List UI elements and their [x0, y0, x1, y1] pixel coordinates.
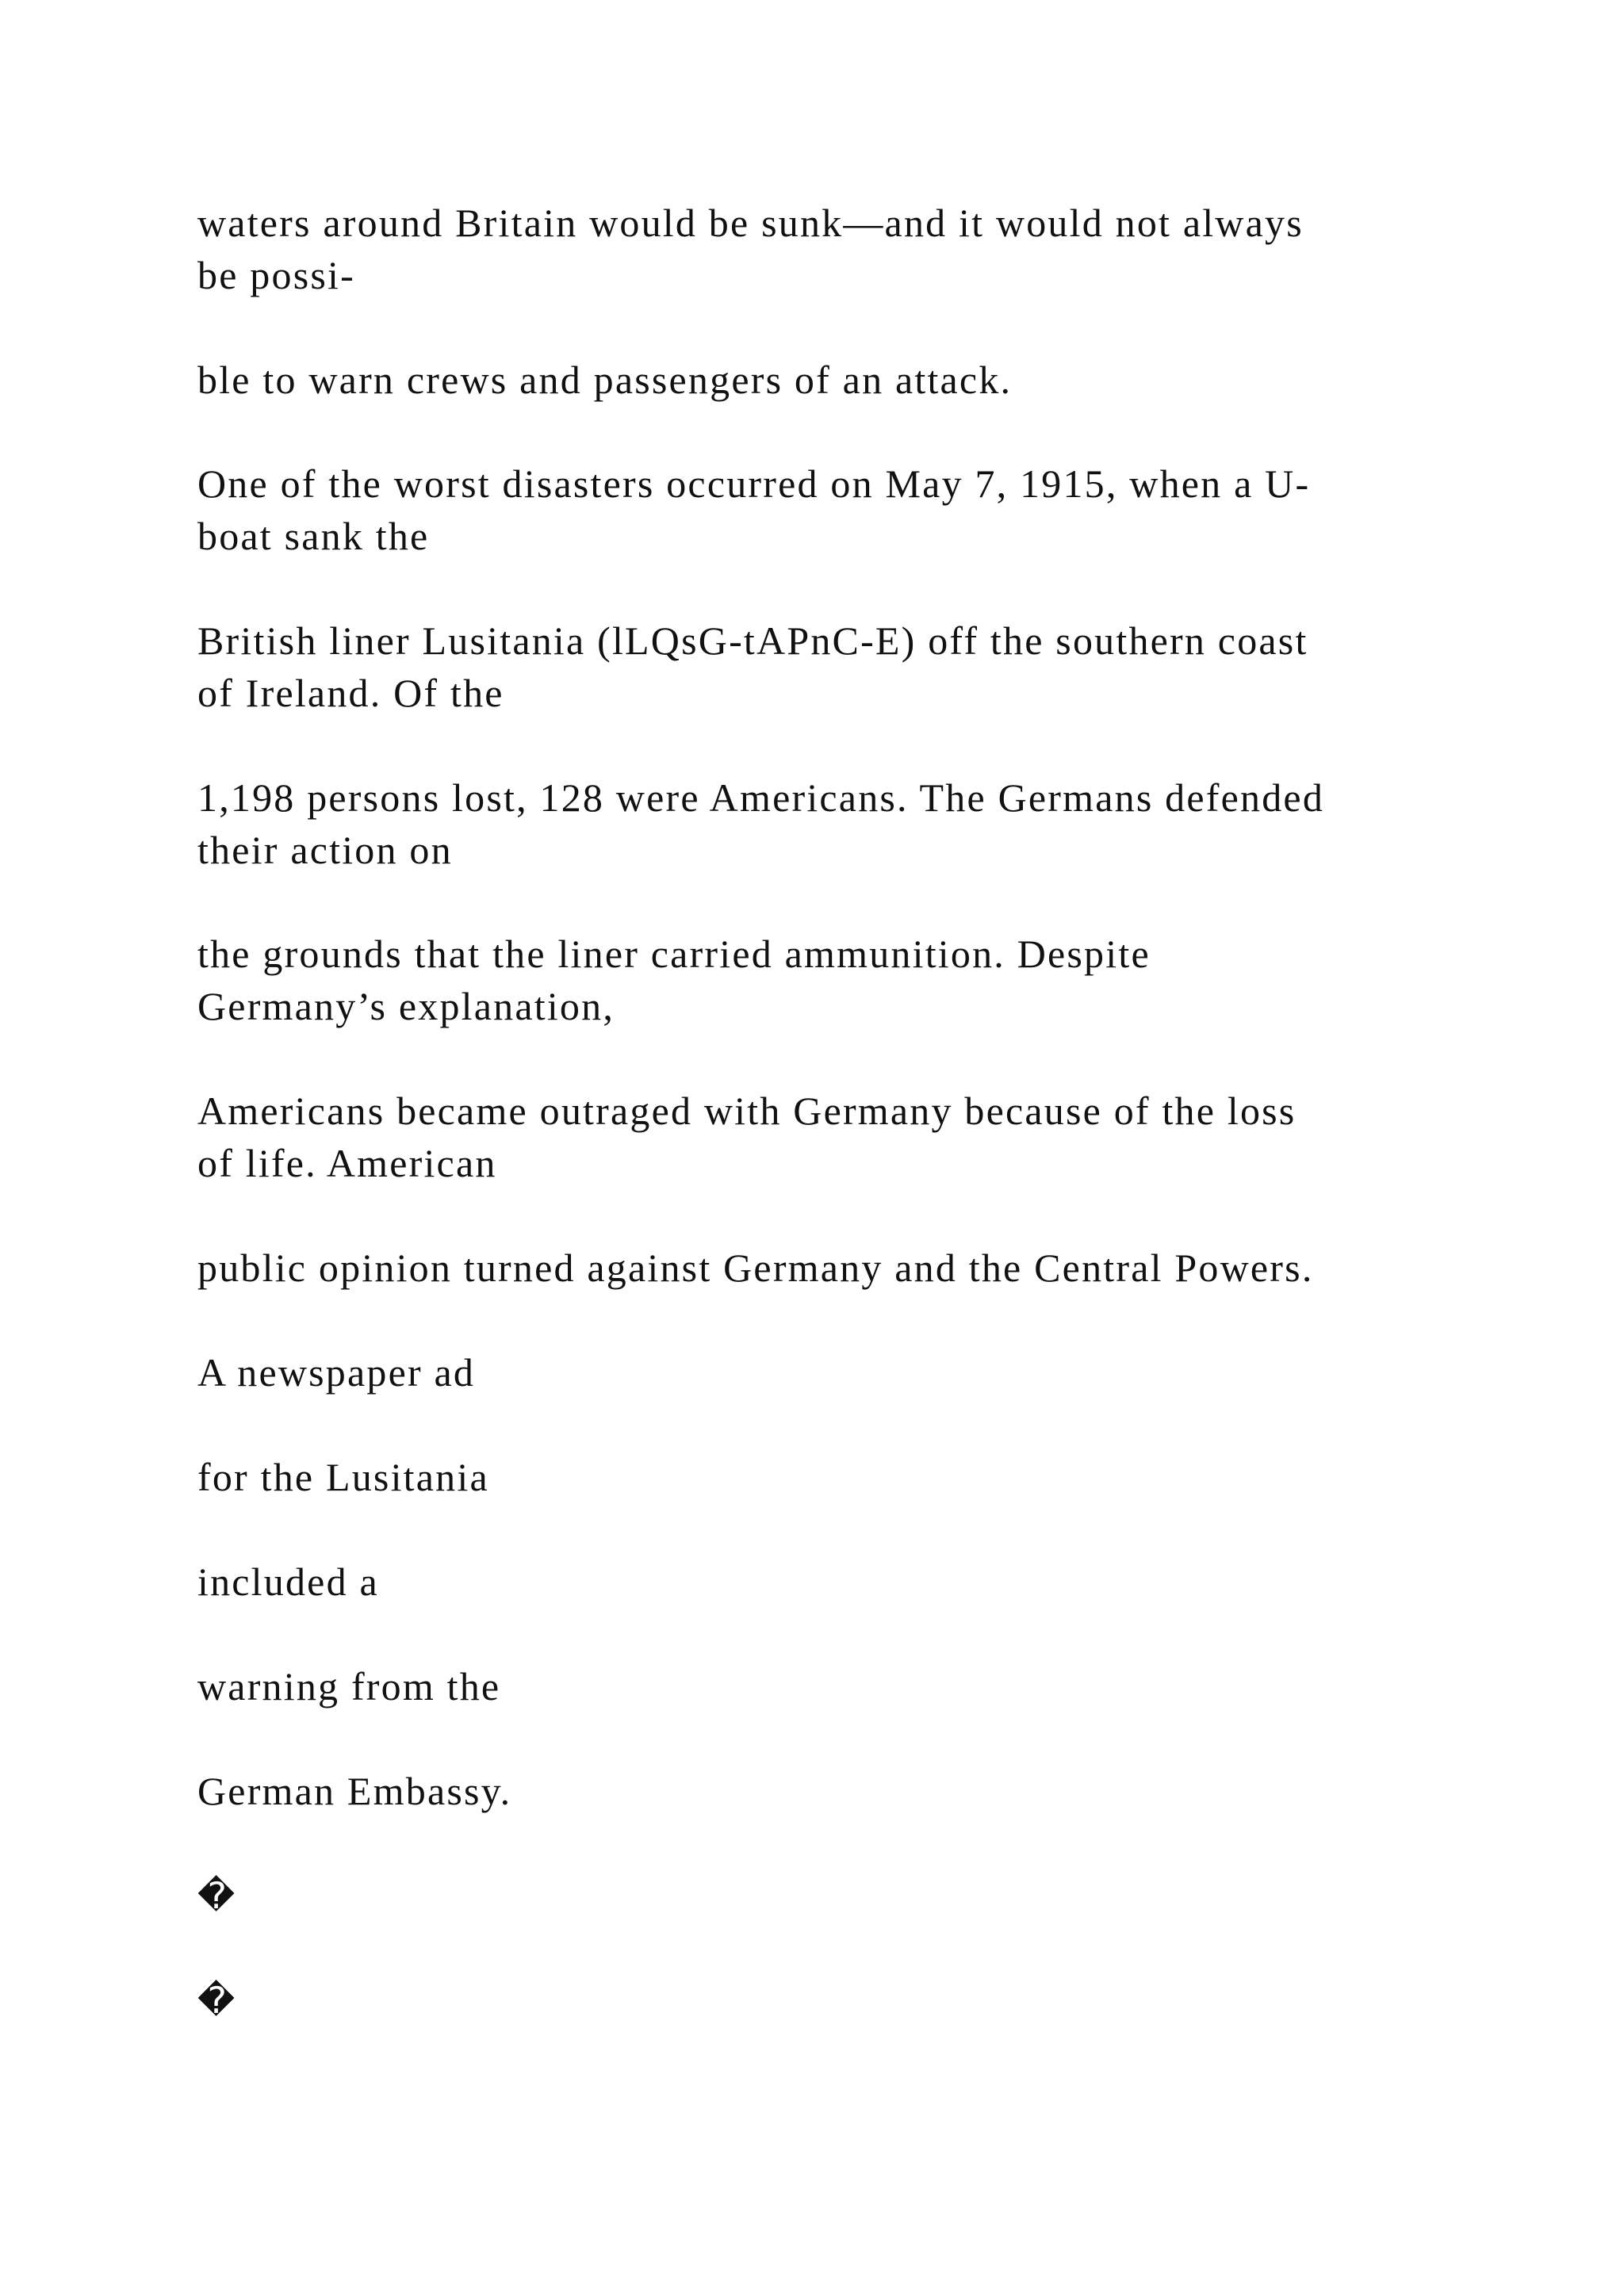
text-line: public opinion turned against Germany and the Central Powers.	[197, 1246, 1314, 1290]
paragraph-8	[197, 1242, 1482, 1294]
replacement-character-1	[197, 1869, 1482, 1922]
paragraph-10	[197, 1451, 1482, 1503]
text-line: Americans became outraged with Germany because of the loss	[197, 1089, 1297, 1133]
text-line: ble to warn crews and passengers of an attack.	[197, 358, 1013, 402]
text-line: British liner Lusitania (lLQsG-tAPnC-E) off the southern coast	[197, 618, 1308, 663]
text-line: for the Lusitania	[197, 1455, 489, 1499]
paragraph-1	[197, 197, 1482, 301]
text-line: waters around Britain would be sunk—and it would not always	[197, 201, 1304, 245]
replacement-glyph: �	[197, 1874, 236, 1917]
paragraph-4	[197, 614, 1482, 719]
text-line: boat sank the	[197, 514, 430, 558]
text-line: of Ireland. Of the	[197, 671, 504, 715]
text-line: One of the worst disasters occurred on May 7, 1915, when a U-	[197, 461, 1311, 506]
text-line: German Embassy.	[197, 1769, 512, 1813]
text-line: the grounds that the liner carried ammunition. Despite	[197, 932, 1151, 976]
paragraph-13	[197, 1765, 1482, 1817]
paragraph-9	[197, 1346, 1482, 1399]
text-line: Germany’s explanation,	[197, 984, 615, 1028]
paragraph-12	[197, 1660, 1482, 1712]
paragraph-6	[197, 928, 1482, 1032]
text-line: their action on	[197, 828, 453, 872]
paragraph-7	[197, 1085, 1482, 1189]
paragraph-11	[197, 1556, 1482, 1608]
text-line: warning from the	[197, 1664, 501, 1709]
paragraph-3	[197, 457, 1482, 562]
text-line: be possi-	[197, 253, 355, 297]
text-line: A newspaper ad	[197, 1350, 476, 1395]
text-line: of life. American	[197, 1141, 497, 1185]
text-line: included a	[197, 1559, 379, 1604]
replacement-glyph: �	[197, 1979, 236, 2022]
paragraph-5	[197, 771, 1482, 876]
text-line: 1,198 persons lost, 128 were Americans. The Germans defended	[197, 775, 1325, 820]
replacement-character-2	[197, 1974, 1482, 2026]
paragraph-2	[197, 354, 1482, 406]
